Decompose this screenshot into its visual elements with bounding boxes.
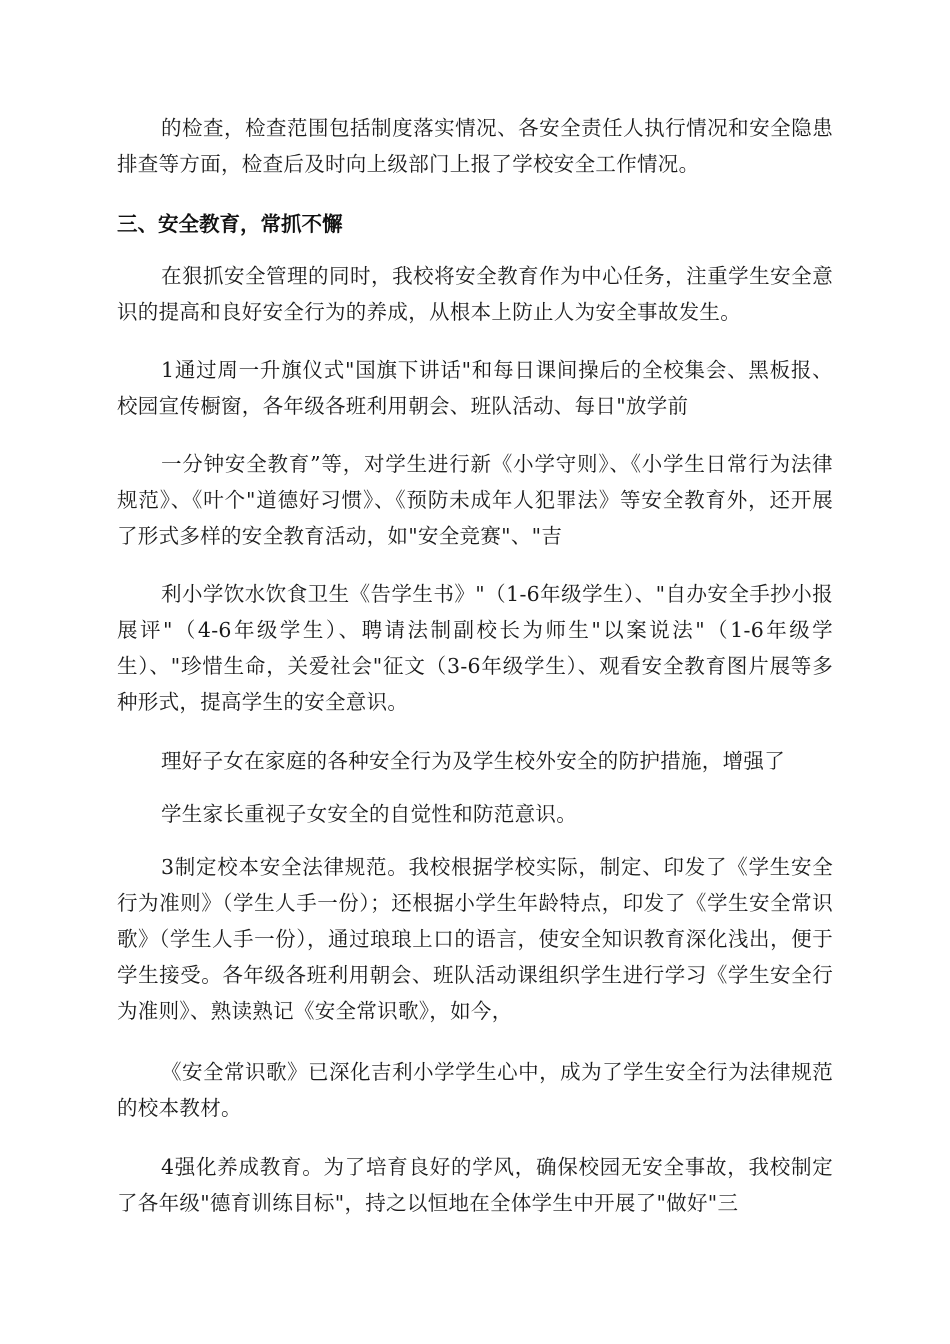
section-heading-safety-education: 三、安全教育，常抓不懈 (117, 212, 343, 236)
paragraph-item-3: 3制定校本安全法律规范。我校根据学校实际，制定、印发了《学生安全行为准则》（学生人手一份）；还根据小学生年龄特点，印发了《学生安全常识歌》（学生人手一份），通过琅琅上口的语言，使安全知识教育深化浅出，便于学生接受。各年级各班利用朝会、班队活动课组织学生进行学习《学生安全行为准则》、熟读熟记《安全常识歌》，如今， (117, 855, 833, 1023)
paragraph-parents-2: 学生家长重视子女安全的自觉性和防范意识。 (161, 802, 577, 826)
paragraph-item-1: 1通过周一升旗仪式"国旗下讲话"和每日课间操后的全校集会、黑板报、校园宣传橱窗，各年级各班利用朝会、班队活动、每日"放学前 (117, 358, 833, 418)
paragraph-item-3-continued: 《安全常识歌》已深化吉利小学学生心中，成为了学生安全行为法律规范的校本教材。 (117, 1060, 833, 1120)
paragraph-activities: 利小学饮水饮食卫生《告学生书》"（1-6年级学生）、"自办安全手抄小报展评"（4-6年级学生）、聘请法制副校长为师生"以案说法"（1-6年级学生）、"珍惜生命，关爱社会"征文（3-6年级学生）、观看安全教育图片展等多种形式，提高学生的安全意识。 (117, 582, 833, 714)
paragraph-item-4: 4强化养成教育。为了培育良好的学风，确保校园无安全事故，我校制定了各年级"德育训练目标"，持之以恒地在全体学生中开展了"做好"三 (117, 1155, 833, 1215)
paragraph-item-1-continued: 一分钟安全教育”等，对学生进行新《小学守则》、《小学生日常行为法律规范》、《叶个"道德好习惯》、《预防未成年人犯罪法》等安全教育外，还开展了形式多样的安全教育活动，如"安全竞赛"、"吉 (117, 452, 833, 548)
paragraph-parents-1: 理好子女在家庭的各种安全行为及学生校外安全的防护措施，增强了 (161, 749, 785, 773)
paragraph-safety-education-intro: 在狠抓安全管理的同时，我校将安全教育作为中心任务，注重学生安全意识的提高和良好安全行为的养成，从根本上防止人为安全事故发生。 (117, 264, 833, 324)
paragraph-inspection-scope: 的检查，检查范围包括制度落实情况、各安全责任人执行情况和安全隐患排查等方面，检查后及时向上级部门上报了学校安全工作情况。 (117, 116, 833, 176)
